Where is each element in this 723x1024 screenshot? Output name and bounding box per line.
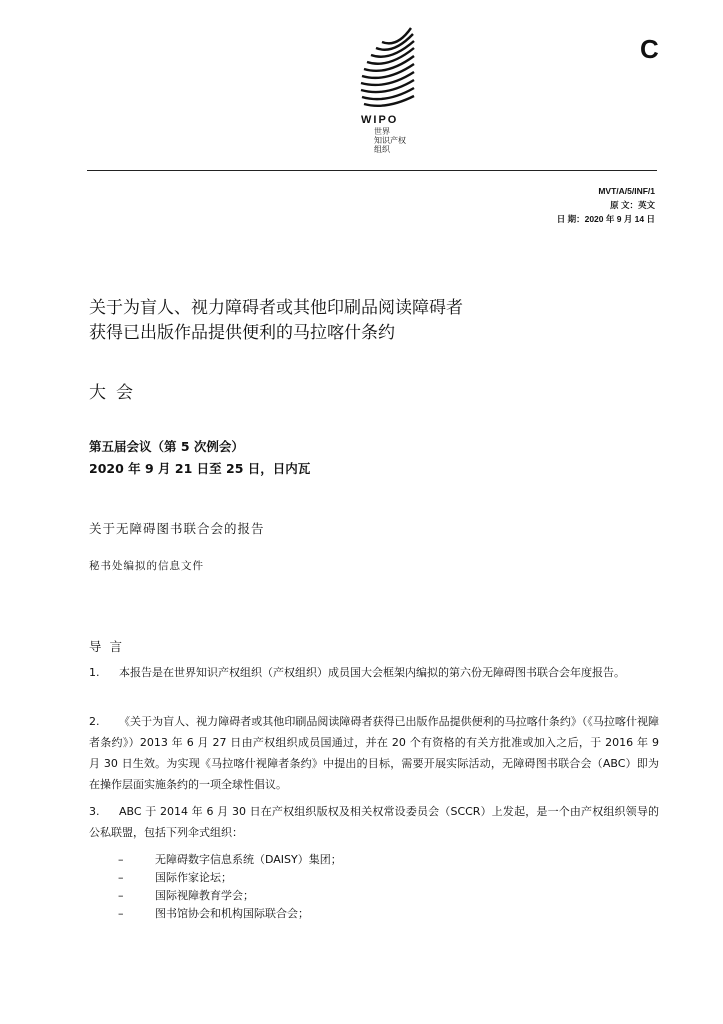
logo-subtitle: 世界 知识产权 组织 [374, 127, 406, 154]
document-symbol: MVT/A/5/INF/1 [598, 186, 655, 196]
assembly-heading: 大会 [89, 383, 143, 403]
wipo-logo-icon [356, 18, 426, 118]
logo-wordmark: WIPO [361, 114, 399, 126]
paragraph-2: 2. 《关于为盲人、视力障碍者或其他印刷品阅读障碍者获得已出版作品提供便利的马拉喀什条约》（《马拉喀什视障者条约》）2013 年 6 月 27 日由产权组织成员国通过，并在 20 个有资格的有关方批准或加入之后，于 2016 年 9 月 30 日生效。为实现《马拉喀什视障者条约》中提出的目标，需要开展实际活动，无障碍图书联合会（ABC）即为在操作层面实施条约的一项全球性倡议。 [89, 715, 659, 791]
list-item: – 国际作家论坛； [118, 871, 232, 884]
list-item: – 图书馆协会和机构国际联合会； [118, 907, 309, 920]
session-info [89, 436, 310, 480]
report-title: 关于无障碍图书联合会的报告 [89, 521, 265, 536]
original-language: 原 文：英文 [610, 200, 655, 210]
session-dates: 2020 年 9 月 21 日至 25 日，日内瓦 [89, 461, 311, 476]
document-info [557, 184, 655, 226]
organization-list [118, 851, 342, 923]
list-item: – 无障碍数字信息系统（DAISY）集团； [118, 853, 342, 866]
section-heading: 导言 [89, 639, 131, 654]
treaty-title: 关于为盲人、视力障碍者或其他印刷品阅读障碍者 获得已出版作品提供便利的马拉喀什条约 [89, 298, 463, 343]
paragraph-1: 1. 本报告是在世界知识产权组织（产权组织）成员国大会框架内编拟的第六份无障碍图书联合会年度报告。 [89, 666, 625, 679]
document-date: 日 期：2020 年 9 月 14 日 [556, 214, 655, 224]
session-name: 第五届会议（第 5 次例会） [89, 439, 244, 454]
paragraph-3: 3. ABC 于 2014 年 6 月 30 日在产权组织版权及相关权常设委员会（SCCR）上发起，是一个由产权组织领导的公私联盟，包括下列伞式组织： [89, 805, 659, 839]
list-item: – 国际视障教育学会； [118, 889, 254, 902]
language-code: C [640, 34, 659, 64]
prepared-by: 秘书处编拟的信息文件 [89, 560, 204, 572]
header-divider [87, 170, 657, 171]
